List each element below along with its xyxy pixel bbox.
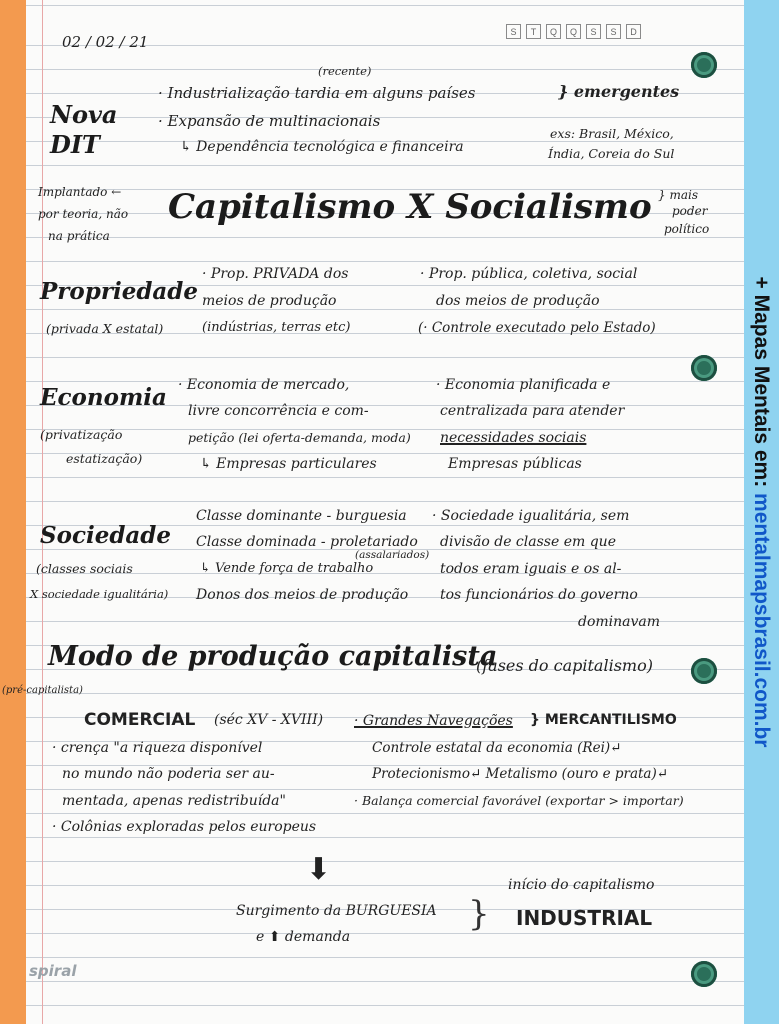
weekday-box: S (586, 24, 601, 39)
industrial-heading: INDUSTRIAL (516, 906, 653, 930)
weekday-box: Q (566, 24, 581, 39)
sociedade-heading: Sociedade (40, 522, 172, 549)
nova-dit-line: · Industrialização tardia em alguns países (158, 84, 476, 102)
sociedade-soc: divisão de classe em que (440, 534, 616, 550)
margin-line (42, 0, 43, 1024)
title-left-note: Implantado ← (38, 185, 122, 199)
propriedade-soc: (· Controle executado pelo Estado) (418, 320, 656, 336)
nova-dit-line: · Expansão de multinacionais (158, 112, 381, 130)
comercial-left: · crença "a riqueza disponível (52, 740, 263, 756)
sociedade-cap: Classe dominada - proletariado (196, 534, 418, 550)
comercial-right: · Balança comercial favorável (exportar > importar) (354, 793, 684, 808)
binder-hole-icon (691, 658, 717, 684)
promo-text (749, 277, 773, 748)
title-right-note: poder (672, 204, 708, 218)
economia-heading: Economia (40, 384, 167, 411)
economia-cap: petição (lei oferta-demanda, moda) (188, 430, 411, 445)
mercantilismo-label: } MERCANTILISMO (530, 712, 677, 728)
sociedade-cap: Classe dominante - burguesia (196, 508, 407, 524)
nova-dit-examples: exs: Brasil, México, (550, 126, 674, 141)
comercial-right: Protecionismo↵ Metalismo (ouro e prata)↵ (372, 766, 669, 782)
modo-phases: (fases do capitalismo) (476, 656, 653, 675)
economia-cap: · Economia de mercado, (178, 377, 350, 393)
title-right-note: } mais (658, 188, 698, 202)
main-title: Capitalismo X Socialismo (168, 187, 652, 227)
nova-dit-heading: Nova DIT (50, 100, 118, 159)
sociedade-soc: tos funcionários do governo (440, 587, 638, 603)
comercial-pre: (pré-capitalista) (2, 685, 83, 696)
title-left-note: por teoria, não (38, 207, 129, 221)
comercial-heading: COMERCIAL (84, 710, 196, 730)
sociedade-sub: (classes sociais (36, 561, 133, 576)
sociedade-cap: Donos dos meios de produção (196, 587, 409, 603)
comercial-left: no mundo não poderia ser au- (62, 766, 275, 782)
comercial-right: · Grandes Navegações (354, 713, 513, 729)
industrial-inicio: início do capitalismo (508, 877, 655, 893)
comercial-left: mentada, apenas redistribuída" (62, 793, 286, 809)
sociedade-cap: ↳ Vende força de trabalho (200, 561, 374, 576)
title-right-note: político (664, 222, 710, 236)
propriedade-cap: · Prop. PRIVADA dos (202, 266, 349, 282)
sociedade-soc: todos eram iguais e os al- (440, 561, 622, 577)
promo-prefix: + Mapas Mentais em: (750, 276, 773, 494)
weekday-boxes (506, 24, 641, 39)
economia-cap: ↳ Empresas particulares (200, 456, 377, 472)
propriedade-soc: · Prop. pública, coletiva, social (420, 266, 638, 282)
orange-border (0, 0, 26, 1024)
binder-hole-icon (691, 52, 717, 78)
comercial-left: · Colônias exploradas pelos europeus (52, 819, 317, 835)
weekday-box: S (606, 24, 621, 39)
propriedade-sub: (privada X estatal) (46, 321, 164, 336)
industrial-demanda: e ⬆ demanda (256, 929, 351, 945)
promo-url[interactable]: mentalmapsbrasil.com.br (750, 493, 773, 748)
economia-sub: estatização) (66, 451, 143, 466)
sociedade-sub: X sociedade igualitária) (30, 587, 169, 601)
economia-soc: · Economia planificada e (436, 377, 611, 393)
date: 02 / 02 / 21 (62, 33, 149, 51)
weekday-box: S (506, 24, 521, 39)
nova-dit-brace-label: } emergentes (558, 82, 680, 101)
propriedade-heading: Propriedade (40, 278, 199, 305)
sociedade-soc: dominavam (578, 614, 661, 630)
economia-sub: (privatização (40, 427, 123, 442)
propriedade-cap: (indústrias, terras etc) (202, 320, 351, 335)
title-left-note: na prática (48, 229, 110, 243)
economia-soc: Empresas públicas (448, 456, 582, 472)
industrial-burguesia: Surgimento da BURGUESIA (236, 903, 437, 919)
binder-hole-icon (691, 355, 717, 381)
weekday-box: T (526, 24, 541, 39)
comercial-right: Controle estatal da economia (Rei)↵ (372, 740, 622, 756)
down-arrow-icon: ⬇ (306, 852, 332, 887)
comercial-period: (séc XV - XVIII) (214, 712, 324, 728)
sociedade-soc: · Sociedade igualitária, sem (432, 508, 630, 524)
sociedade-cap-note: (assalariados) (355, 549, 430, 561)
modo-title: Modo de produção capitalista (48, 641, 498, 672)
propriedade-cap: meios de produção (202, 293, 337, 309)
nova-dit-line: ↳ Dependência tecnológica e financeira (180, 139, 464, 155)
brace-icon: } (468, 894, 490, 934)
binder-hole-icon (691, 961, 717, 987)
nova-dit-examples: Índia, Coreia do Sul (548, 146, 675, 161)
propriedade-soc: dos meios de produção (436, 293, 600, 309)
spiral-logo: spiral (29, 962, 77, 980)
weekday-box: D (626, 24, 641, 39)
nova-dit-note: (recente) (318, 64, 372, 78)
weekday-box: Q (546, 24, 561, 39)
economia-soc: necessidades sociais (440, 430, 587, 446)
economia-cap: livre concorrência e com- (188, 403, 369, 419)
economia-soc: centralizada para atender (440, 403, 625, 419)
